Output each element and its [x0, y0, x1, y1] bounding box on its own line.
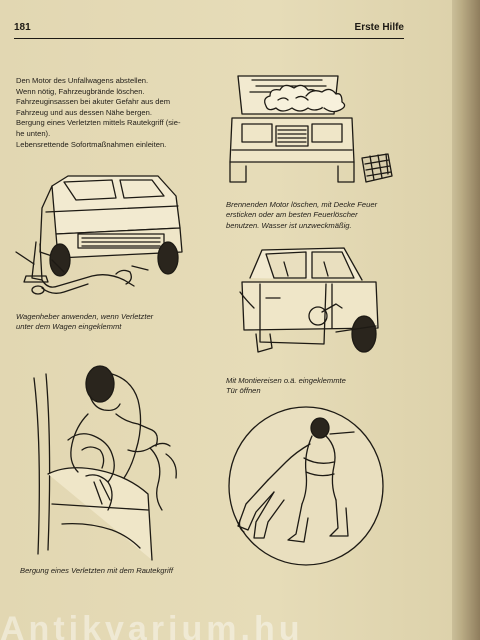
- section-title: Erste Hilfe: [354, 22, 404, 33]
- engine-fire-illustration: [222, 70, 394, 194]
- rescue-drag-illustration: [226, 404, 386, 568]
- caption-line: Wagenheber anwenden, wenn Verletzter: [16, 312, 154, 321]
- intro-line: Den Motor des Unfallwagens abstellen.: [16, 76, 149, 85]
- intro-line: Fahrzeuginsassen bei akuter Gefahr aus dem: [16, 97, 171, 107]
- caption-line: Mit Montiereisen o.ä. eingeklemmte: [226, 376, 346, 385]
- page-number: 181: [14, 22, 31, 33]
- intro-line: Lebensrettende Sofortmaßnahmen einleiten.: [16, 139, 167, 149]
- caption-rautek-grip: [20, 566, 250, 576]
- intro-paragraph: [16, 76, 216, 150]
- car-jack-illustration: [12, 168, 194, 306]
- caption-door-lever: [226, 376, 426, 397]
- intro-line: Fahrzeug und aus dessen Nähe bergen.: [16, 107, 152, 117]
- rescue-car-illustration: [28, 354, 204, 568]
- caption-car-jack: [16, 312, 216, 333]
- intro-line: Wenn nötig, Fahrzeugbrände löschen.: [16, 86, 145, 96]
- intro-line: Bergung eines Verletzten mittels Rautekgriff (sie-: [16, 118, 181, 128]
- caption-line: Tür öffnen: [226, 386, 261, 396]
- page-header: [14, 22, 404, 39]
- door-lever-illustration: [236, 242, 382, 362]
- caption-line: ersticken oder am besten Feuerlöscher: [226, 210, 358, 220]
- caption-line: benutzen. Wasser ist unzweckmäßig.: [226, 220, 352, 230]
- caption-line: unter dem Wagen eingeklemmt: [16, 322, 122, 332]
- intro-line: he unten).: [16, 128, 51, 138]
- watermark-text: Antikvarium.hu: [0, 612, 304, 640]
- caption-engine-fire: [226, 200, 436, 231]
- page-edge: [452, 0, 480, 640]
- caption-line: Bergung eines Verletzten mit dem Rautekgriff: [20, 566, 173, 575]
- caption-line: Brennenden Motor löschen, mit Decke Feuer: [226, 200, 378, 209]
